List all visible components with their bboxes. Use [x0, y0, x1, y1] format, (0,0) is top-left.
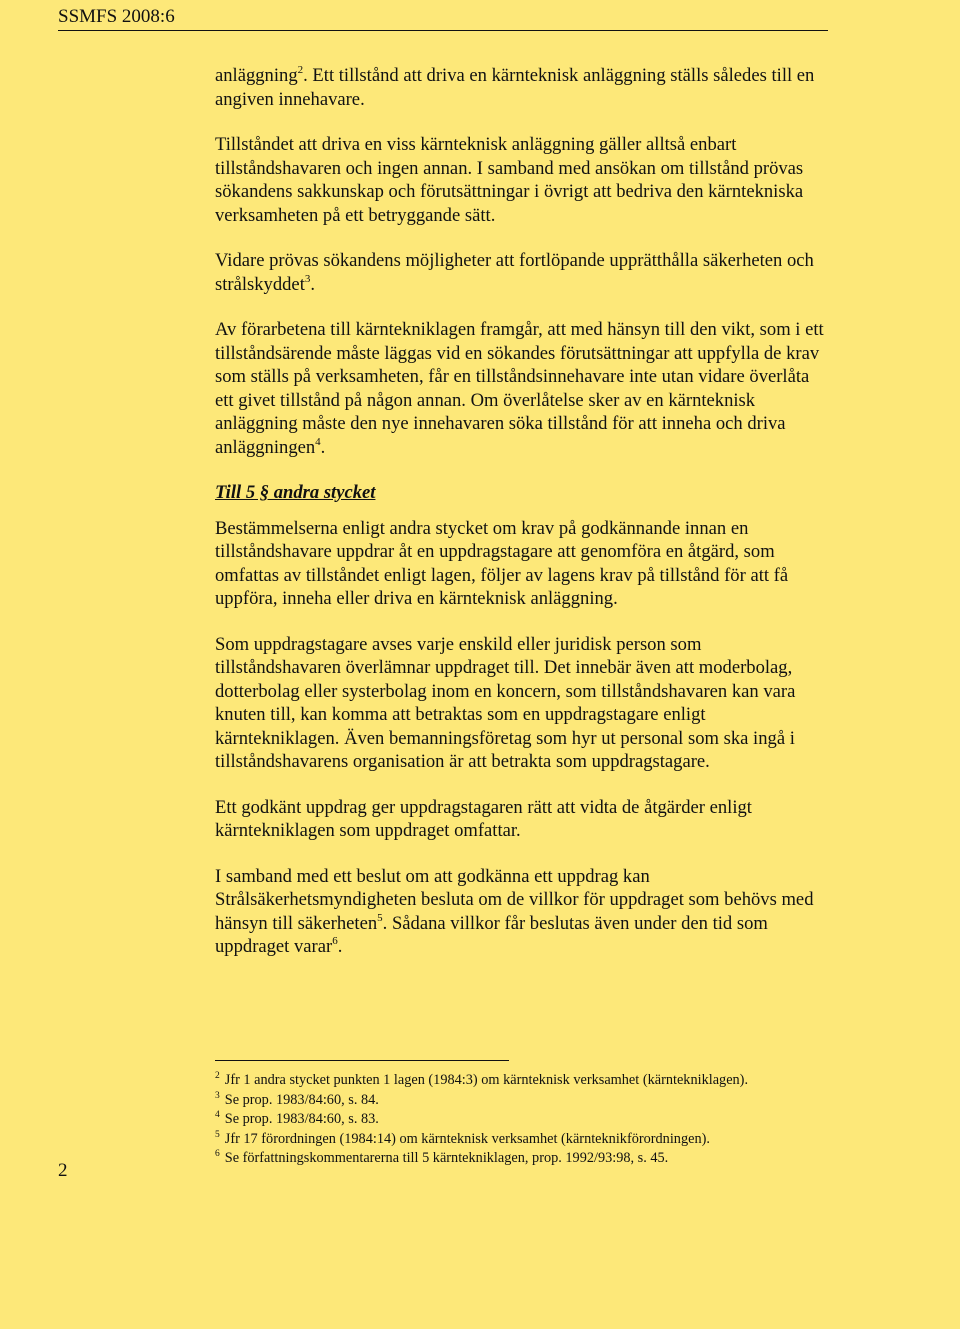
paragraph-4-text-b: .: [320, 436, 326, 458]
section-heading: Till 5 § andra stycket: [215, 482, 376, 503]
footnote-ref-4[interactable]: 4: [315, 435, 321, 448]
paragraph-8-text-a: I samband med ett beslut om att godkänna ett uppdrag kan Strålsäkerhetsmyndigheten besluta om de villkor för uppdraget som behövs med hänsyn till säkerheten: [215, 865, 814, 934]
footnote-text: Se prop. 1983/84:60, s. 84.: [224, 1091, 379, 1108]
paragraph-8-text-b: . Sådana villkor får beslutas även under den tid som uppdraget varar: [215, 912, 768, 957]
footnote-ref-3[interactable]: 3: [304, 272, 311, 285]
footnote-number: 2: [215, 1071, 220, 1081]
paragraph-8: [215, 865, 827, 959]
footnote-text: Jfr 17 förordningen (1984:14) om kärnteknisk verksamhet (kärnteknikförordningen).: [224, 1130, 710, 1147]
document-id: SSMFS 2008:6: [58, 6, 175, 27]
footnote-ref-5[interactable]: 5: [377, 911, 383, 924]
footnote: [215, 1110, 827, 1130]
paragraph-8-text-c: .: [337, 936, 343, 957]
footnote-number: 5: [215, 1129, 220, 1140]
footnote: [215, 1149, 827, 1169]
footnote: [215, 1130, 827, 1150]
paragraph-2: Tillståndet att driva en viss kärnteknisk anläggning gäller alltså enbart tillståndshavaren och ingen annan. I samband med ansökan om tillstånd prövas sökandens sakkunskap och förutsättningar i övrigt att bedriva den kärntekniska verksamheten på ett betryggande sätt.: [215, 134, 804, 226]
paragraph-1: [215, 64, 827, 111]
paragraph-1-text-b: . Ett tillstånd att driva en kärnteknisk anläggning ställs således till en angiven innehavare.: [215, 65, 815, 110]
footnote: [215, 1091, 827, 1111]
paragraph-3-text-a: Vidare prövas sökandens möjligheter att fortlöpande upprätthålla säkerheten och strålskyddet: [215, 250, 814, 295]
paragraph-5: Bestämmelserna enligt andra stycket om krav på godkännande innan en tillståndshavare uppdrar åt en uppdragstagare att genomföra en åtgärd, som omfattas av tillståndet enligt lagen, följer av lagens krav på tillstånd för att få uppföra, inneha eller driva en kärnteknisk anläggning.: [215, 517, 789, 609]
main-text: [215, 64, 827, 981]
footnote-text: Se författningskommentarerna till 5 kärntekniklagen, prop. 1992/93:98, s. 45.: [224, 1150, 669, 1166]
footnote-ref-6[interactable]: 6: [332, 935, 338, 947]
paragraph-3: [215, 249, 827, 296]
page-number: 2: [58, 1160, 68, 1181]
paragraph-1-text-a: anläggning: [215, 65, 298, 86]
footnote-number: 6: [215, 1149, 220, 1159]
paragraph-3-text-b: .: [310, 273, 316, 295]
footnote-separator: [215, 1060, 509, 1061]
paragraph-7: Ett godkänt uppdrag ger uppdragstagaren rätt att vidta de åtgärder enligt kärntekniklagen som uppdraget omfattar.: [215, 796, 752, 841]
paragraph-4-text-a: Av förarbetena till kärntekniklagen framgår, att med hänsyn till den vikt, som i ett tillståndsärende måste läggas vid en sökandes förutsättningar att uppfylla de krav som ställs på verksamheten, får en tillståndsinnehavare inte utan vidare överlåta ett givet tillstånd på någon annan. Om överlåtelse sker av en kärnteknisk anläggning måste den nye innehavaren söka tillstånd för att inneha och driva anläggningen: [215, 319, 824, 458]
footnote-number: 4: [215, 1110, 220, 1120]
paragraph-6: Som uppdragstagare avses varje enskild eller juridisk person som tillståndshavaren överlämnar uppdraget till. Det innebär även att moderbolag, dotterbolag eller systerbolag inom en koncern, som tillståndshavaren kan vara knuten till, kan komma att betraktas som en uppdragstagare enligt kärntekniklagen. Även bemanningsföretag som hyr ut personal som ska ingå i tillståndshavarens organisation är att betrakta som uppdragstagare.: [215, 633, 796, 772]
footnote-text: Jfr 1 andra stycket punkten 1 lagen (1984:3) om kärnteknisk verksamhet (kärntekniklagen).: [224, 1072, 749, 1088]
page-header: [58, 6, 828, 31]
footnotes: [215, 1071, 827, 1169]
footnote-number: 3: [215, 1090, 220, 1101]
paragraph-4: [215, 318, 827, 459]
footnote-ref-2[interactable]: 2: [297, 64, 304, 76]
footnote: [215, 1071, 827, 1091]
footnote-text: Se prop. 1983/84:60, s. 83.: [224, 1111, 379, 1127]
